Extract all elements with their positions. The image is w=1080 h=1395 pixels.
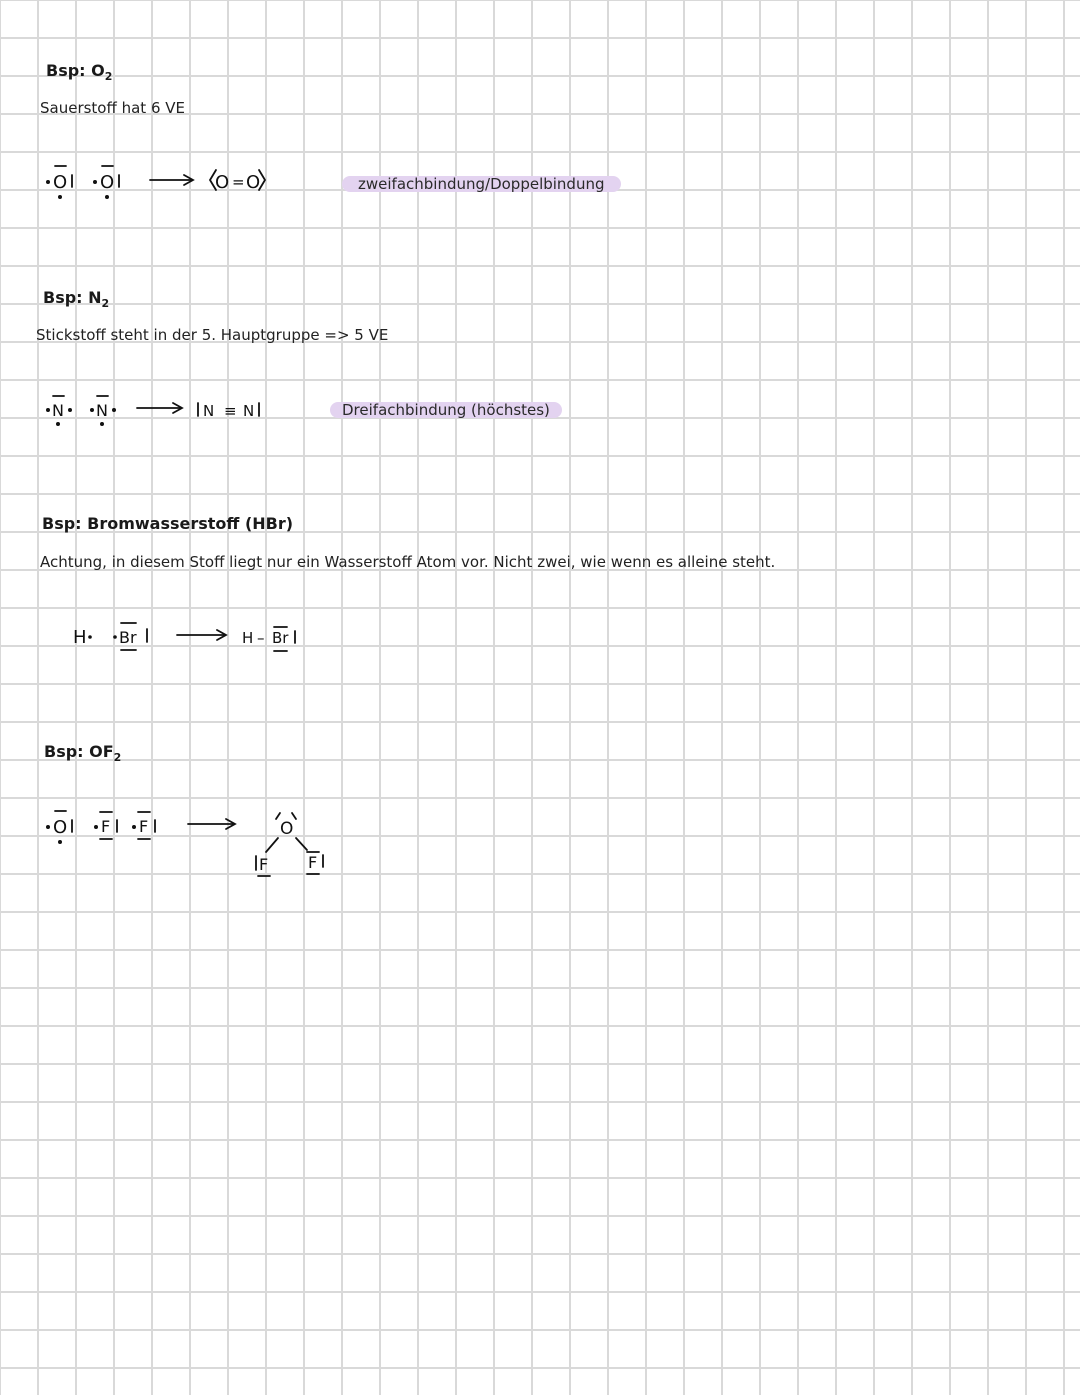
highlight-triple-bond: Dreifachbindung (höchstes) <box>330 402 562 418</box>
atom-symbol-n: N <box>96 401 108 420</box>
reaction-arrow <box>177 630 226 640</box>
double-bond: = <box>232 173 245 191</box>
atom-symbol-br: Br <box>272 629 289 647</box>
heading-n2-subscript: 2 <box>101 297 110 310</box>
reaction-arrow <box>188 819 235 829</box>
reaction-arrow <box>150 175 193 185</box>
lewis-atom-o <box>46 811 72 844</box>
note-oxygen-valence: Sauerstoff hat 6 VE <box>40 99 185 117</box>
lewis-product-n2 <box>198 402 259 420</box>
lewis-atom-br <box>113 623 147 650</box>
reaction-arrow <box>137 403 182 413</box>
lewis-atom-o-2 <box>93 166 119 199</box>
highlight-double-bond: zweifachbindung/Doppelbindung <box>342 176 621 192</box>
atom-symbol-h: H <box>242 629 254 647</box>
lewis-formula-hbr <box>70 612 330 672</box>
atom-symbol-n: N <box>52 401 64 420</box>
triple-bond: ≡ <box>224 402 237 420</box>
lewis-atom-f-2 <box>132 812 155 839</box>
atom-symbol-o: O <box>53 817 68 838</box>
note-nitrogen-valence: Stickstoff steht in der 5. Hauptgruppe => 5 VE <box>36 326 389 344</box>
atom-symbol-f: F <box>101 817 111 836</box>
heading-o2-subscript: 2 <box>104 70 113 83</box>
heading-n2 <box>43 288 109 314</box>
heading-of2-subscript: 2 <box>113 751 122 764</box>
atom-symbol-o: O <box>246 172 261 193</box>
atom-symbol-o: O <box>100 172 115 193</box>
lewis-product-o2 <box>210 170 265 193</box>
heading-hbr <box>42 514 293 540</box>
lewis-product-of2 <box>256 813 323 876</box>
atom-symbol-f: F <box>259 855 269 874</box>
atom-symbol-f: F <box>308 853 318 872</box>
lewis-atom-n-2 <box>90 396 116 426</box>
heading-of2 <box>44 742 121 768</box>
note-hydrogen-warning: Achtung, in diesem Stoff liegt nur ein Wasserstoff Atom vor. Nicht zwei, wie wenn es alleine steht. <box>40 553 776 571</box>
lewis-atom-n-1 <box>46 396 72 426</box>
atom-symbol-n: N <box>243 402 255 420</box>
lewis-atom-h <box>73 627 92 648</box>
lewis-formula-of2 <box>40 800 340 890</box>
lewis-formula-o2 <box>40 155 320 215</box>
lewis-formula-n2 <box>40 384 300 444</box>
lewis-atom-o-1 <box>46 166 72 199</box>
lewis-atom-f-1 <box>94 812 117 839</box>
atom-symbol-n: N <box>203 402 215 420</box>
atom-symbol-f: F <box>139 817 149 836</box>
atom-symbol-br: Br <box>119 628 137 647</box>
heading-o2-text: Bsp: O <box>46 61 105 80</box>
heading-of2-text: Bsp: OF <box>44 742 114 761</box>
atom-symbol-o: O <box>280 819 294 839</box>
atom-symbol-h: H <box>73 627 87 648</box>
atom-symbol-o: O <box>53 172 68 193</box>
lewis-product-hbr <box>242 627 295 651</box>
heading-hbr-text: Bsp: Bromwasserstoff (HBr) <box>42 514 294 533</box>
atom-symbol-o: O <box>215 172 230 193</box>
heading-n2-text: Bsp: N <box>43 288 102 307</box>
single-bond: – <box>257 629 265 647</box>
heading-o2 <box>46 61 112 87</box>
